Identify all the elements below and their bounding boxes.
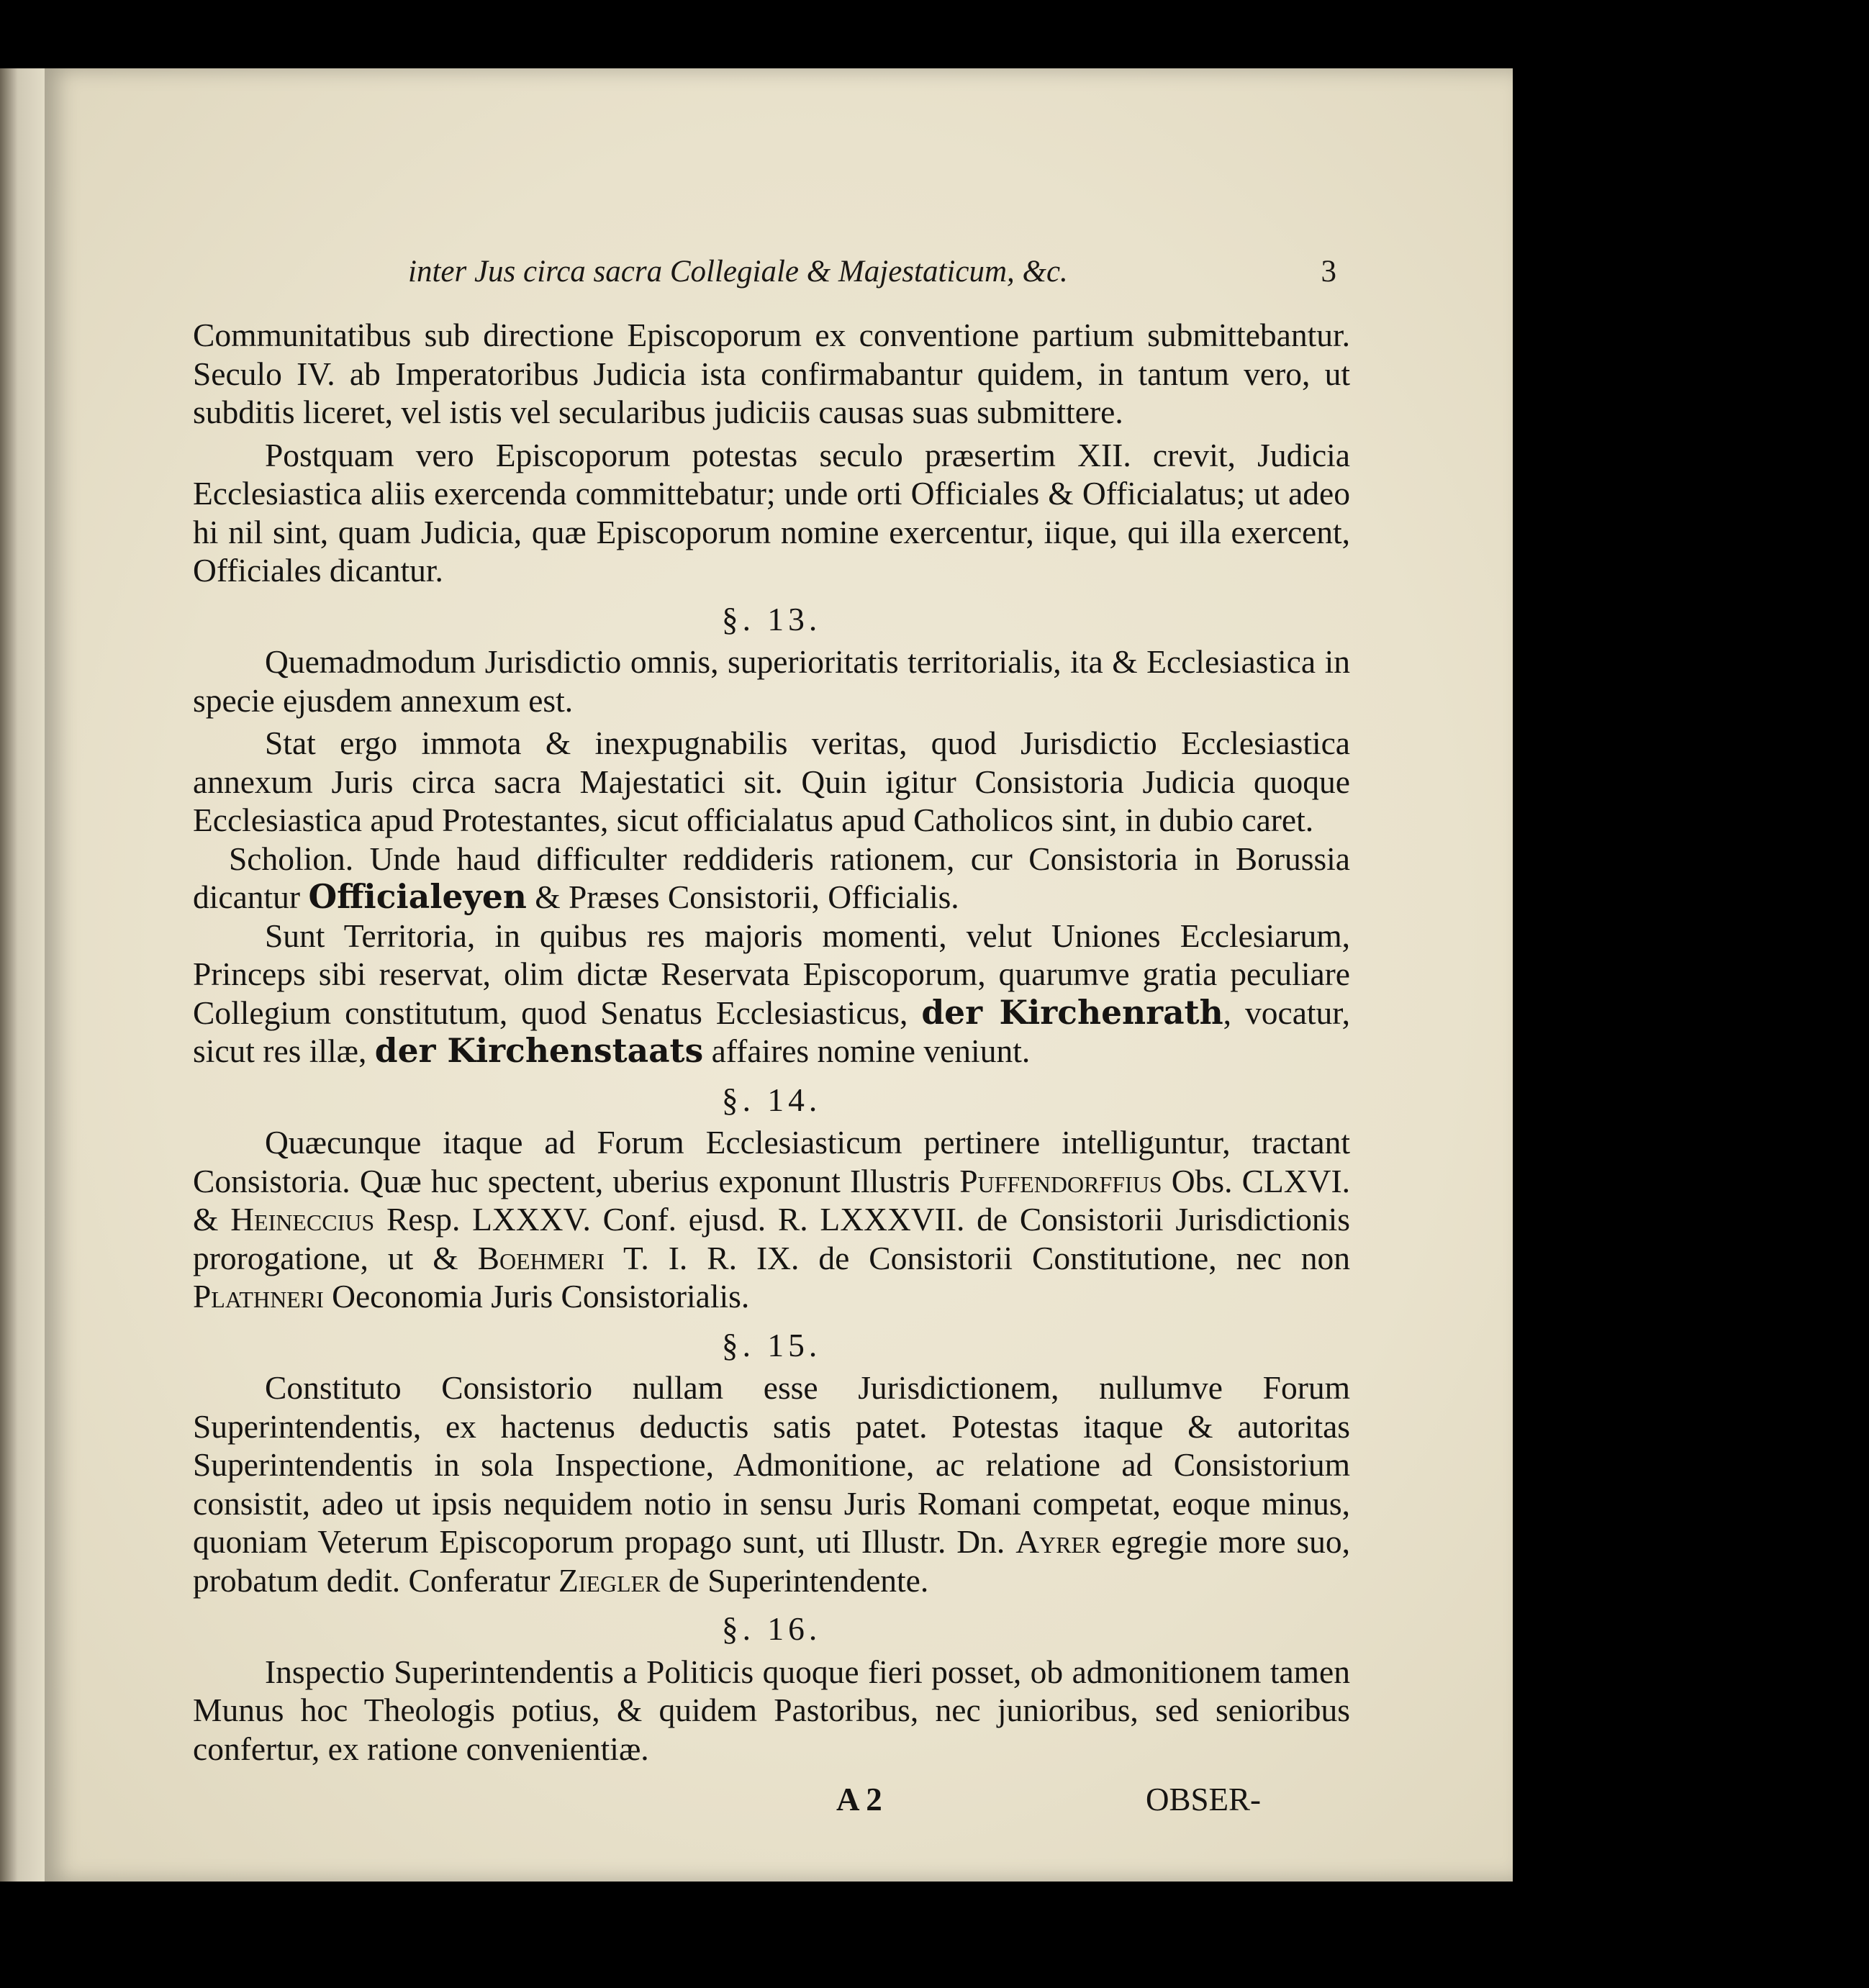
- p8-author-ziegler: Ziegler: [558, 1561, 661, 1599]
- p7-author-plathneri: Plathneri: [193, 1278, 324, 1315]
- p8-author-ayrer: Ayrer: [1015, 1523, 1101, 1560]
- signature-mark: A 2: [836, 1782, 882, 1817]
- paragraph-2: Postquam vero Episcoporum potestas seculo præsertim XII. crevit, Judicia Ecclesiastica aliis exercenda committebatur; unde orti Officiales & Officialatus; ut adeo hi nil sint, quam Judicia, quæ Episcoporum nomine exercentur, iique, qui illa exercent, Officiales dicantur.: [193, 436, 1350, 589]
- p6-fraktur-kirchenrath: der Kirchenrath: [921, 992, 1223, 1032]
- page-footer: [45, 1781, 1513, 1831]
- p7-text-e: Oeconomia Juris Consistorialis.: [332, 1278, 750, 1315]
- p6-text-b: , vocatur, sicut res illæ,: [193, 994, 1350, 1069]
- paragraph-3: Quemadmodum Jurisdictio omnis, superioritatis territorialis, ita & Ecclesiastica in specie ejusdem annexum est.: [193, 643, 1350, 719]
- p7-text-c: Resp. LXXXV. Conf. ejusd. R. LXXXVII. de Consistorii Jurisdictionis prorogatione, ut &: [193, 1201, 1351, 1276]
- section-heading-16: §. 16.: [721, 1610, 822, 1647]
- page-number: 3: [1321, 255, 1336, 289]
- p8-text-b: egregie more suo, probatum dedit. Conferatur: [193, 1523, 1351, 1599]
- p7-author-heineccius: Heineccius: [230, 1201, 375, 1238]
- body-text: [193, 316, 1350, 1768]
- p7-text-d: T. I. R. IX. de Consistorii Constitutione, nec non: [623, 1239, 1351, 1276]
- page-header: [408, 254, 1336, 300]
- paragraph-4: Stat ergo immota & inexpugnabilis veritas, quod Jurisdictio Ecclesiastica annexum Juris circa sacra Majestatici sit. Quin igitur Consistoria Judicia quoque Ecclesiastica apud Protestantes, sicut officialatus apud Catholicos sint, in dubio caret.: [193, 725, 1350, 838]
- section-heading-15: §. 15.: [721, 1326, 822, 1363]
- p7-author-boehmeri: Boehmeri: [477, 1239, 605, 1276]
- paragraph-scholion: [193, 840, 1350, 917]
- section-heading-13: §. 13.: [721, 600, 822, 637]
- section-heading-14: §. 14.: [721, 1081, 822, 1118]
- paragraph-8: [193, 1369, 1350, 1599]
- paragraph-9: Inspectio Superintendentis a Politicis quoque fieri posset, ob admonitionem tamen Munus hoc Theologis potius, & quidem Pastoribus, nec junioribus, sed senioribus confertur, ex ratione convenientiæ.: [193, 1653, 1350, 1767]
- scholion-text-a: Scholion. Unde haud difficulter reddideris rationem, cur Consistoria in Borussia dicantur: [193, 840, 1350, 915]
- running-title: inter Jus circa sacra Collegiale & Majestaticum, &c.: [408, 255, 1068, 289]
- scholion-text-b: & Præses Consistorii, Officialis.: [535, 879, 959, 915]
- p8-text-a: Constituto Consistorio nullam esse Jurisdictionem, nullumve Forum Superintendentis, ex hactenus deductis satis patet. Potestas itaque & autoritas Superintendentis in sola Inspectione, Admonitione, ac relatione ad Consistorium consistit, adeo ut ipsis nequidem notio in sensu Juris Romani competat, eoque minus, quoniam Veterum Episcoporum propago sunt, uti Illustr. Dn.: [193, 1369, 1350, 1560]
- paragraph-6: [193, 917, 1350, 1071]
- p7-text-a: Quæcunque itaque ad Forum Ecclesiasticum pertinere intelliguntur, tractant Consistoria. Quæ huc spectent, uberius exponunt Illustris: [193, 1124, 1350, 1199]
- p6-fraktur-kirchenstaats: der Kirchenstaats: [374, 1031, 704, 1070]
- paragraph-1: Communitatibus sub directione Episcoporum ex conventione partium submittebantur. Seculo IV. ab Imperatoribus Judicia ista confirmabantur quidem, in tantum vero, ut subditis liceret, vel istis vel secularibus judiciis causas suas submittere.: [193, 317, 1350, 430]
- paragraph-7: [193, 1123, 1350, 1316]
- p7-author-puffendorffius: Puffendorffius: [959, 1162, 1162, 1199]
- scholion-fraktur-term: Officialeyen: [308, 877, 527, 916]
- p6-text-a: Sunt Territoria, in quibus res majoris momenti, velut Uniones Ecclesiarum, Princeps sibi reservat, olim dictæ Reservata Episcoporum, quarumve gratia peculiare Collegium constitutum, quod Senatus Ecclesiasticus,: [193, 917, 1350, 1031]
- p8-text-c: de Superintendente.: [668, 1561, 929, 1599]
- book-page: [45, 68, 1513, 1882]
- catchword: OBSER-: [1146, 1782, 1262, 1817]
- p6-text-c: affaires nomine veniunt.: [711, 1032, 1031, 1069]
- left-page-edge: [0, 68, 45, 1882]
- p7-text-b: Obs. CLXVI. &: [193, 1162, 1351, 1238]
